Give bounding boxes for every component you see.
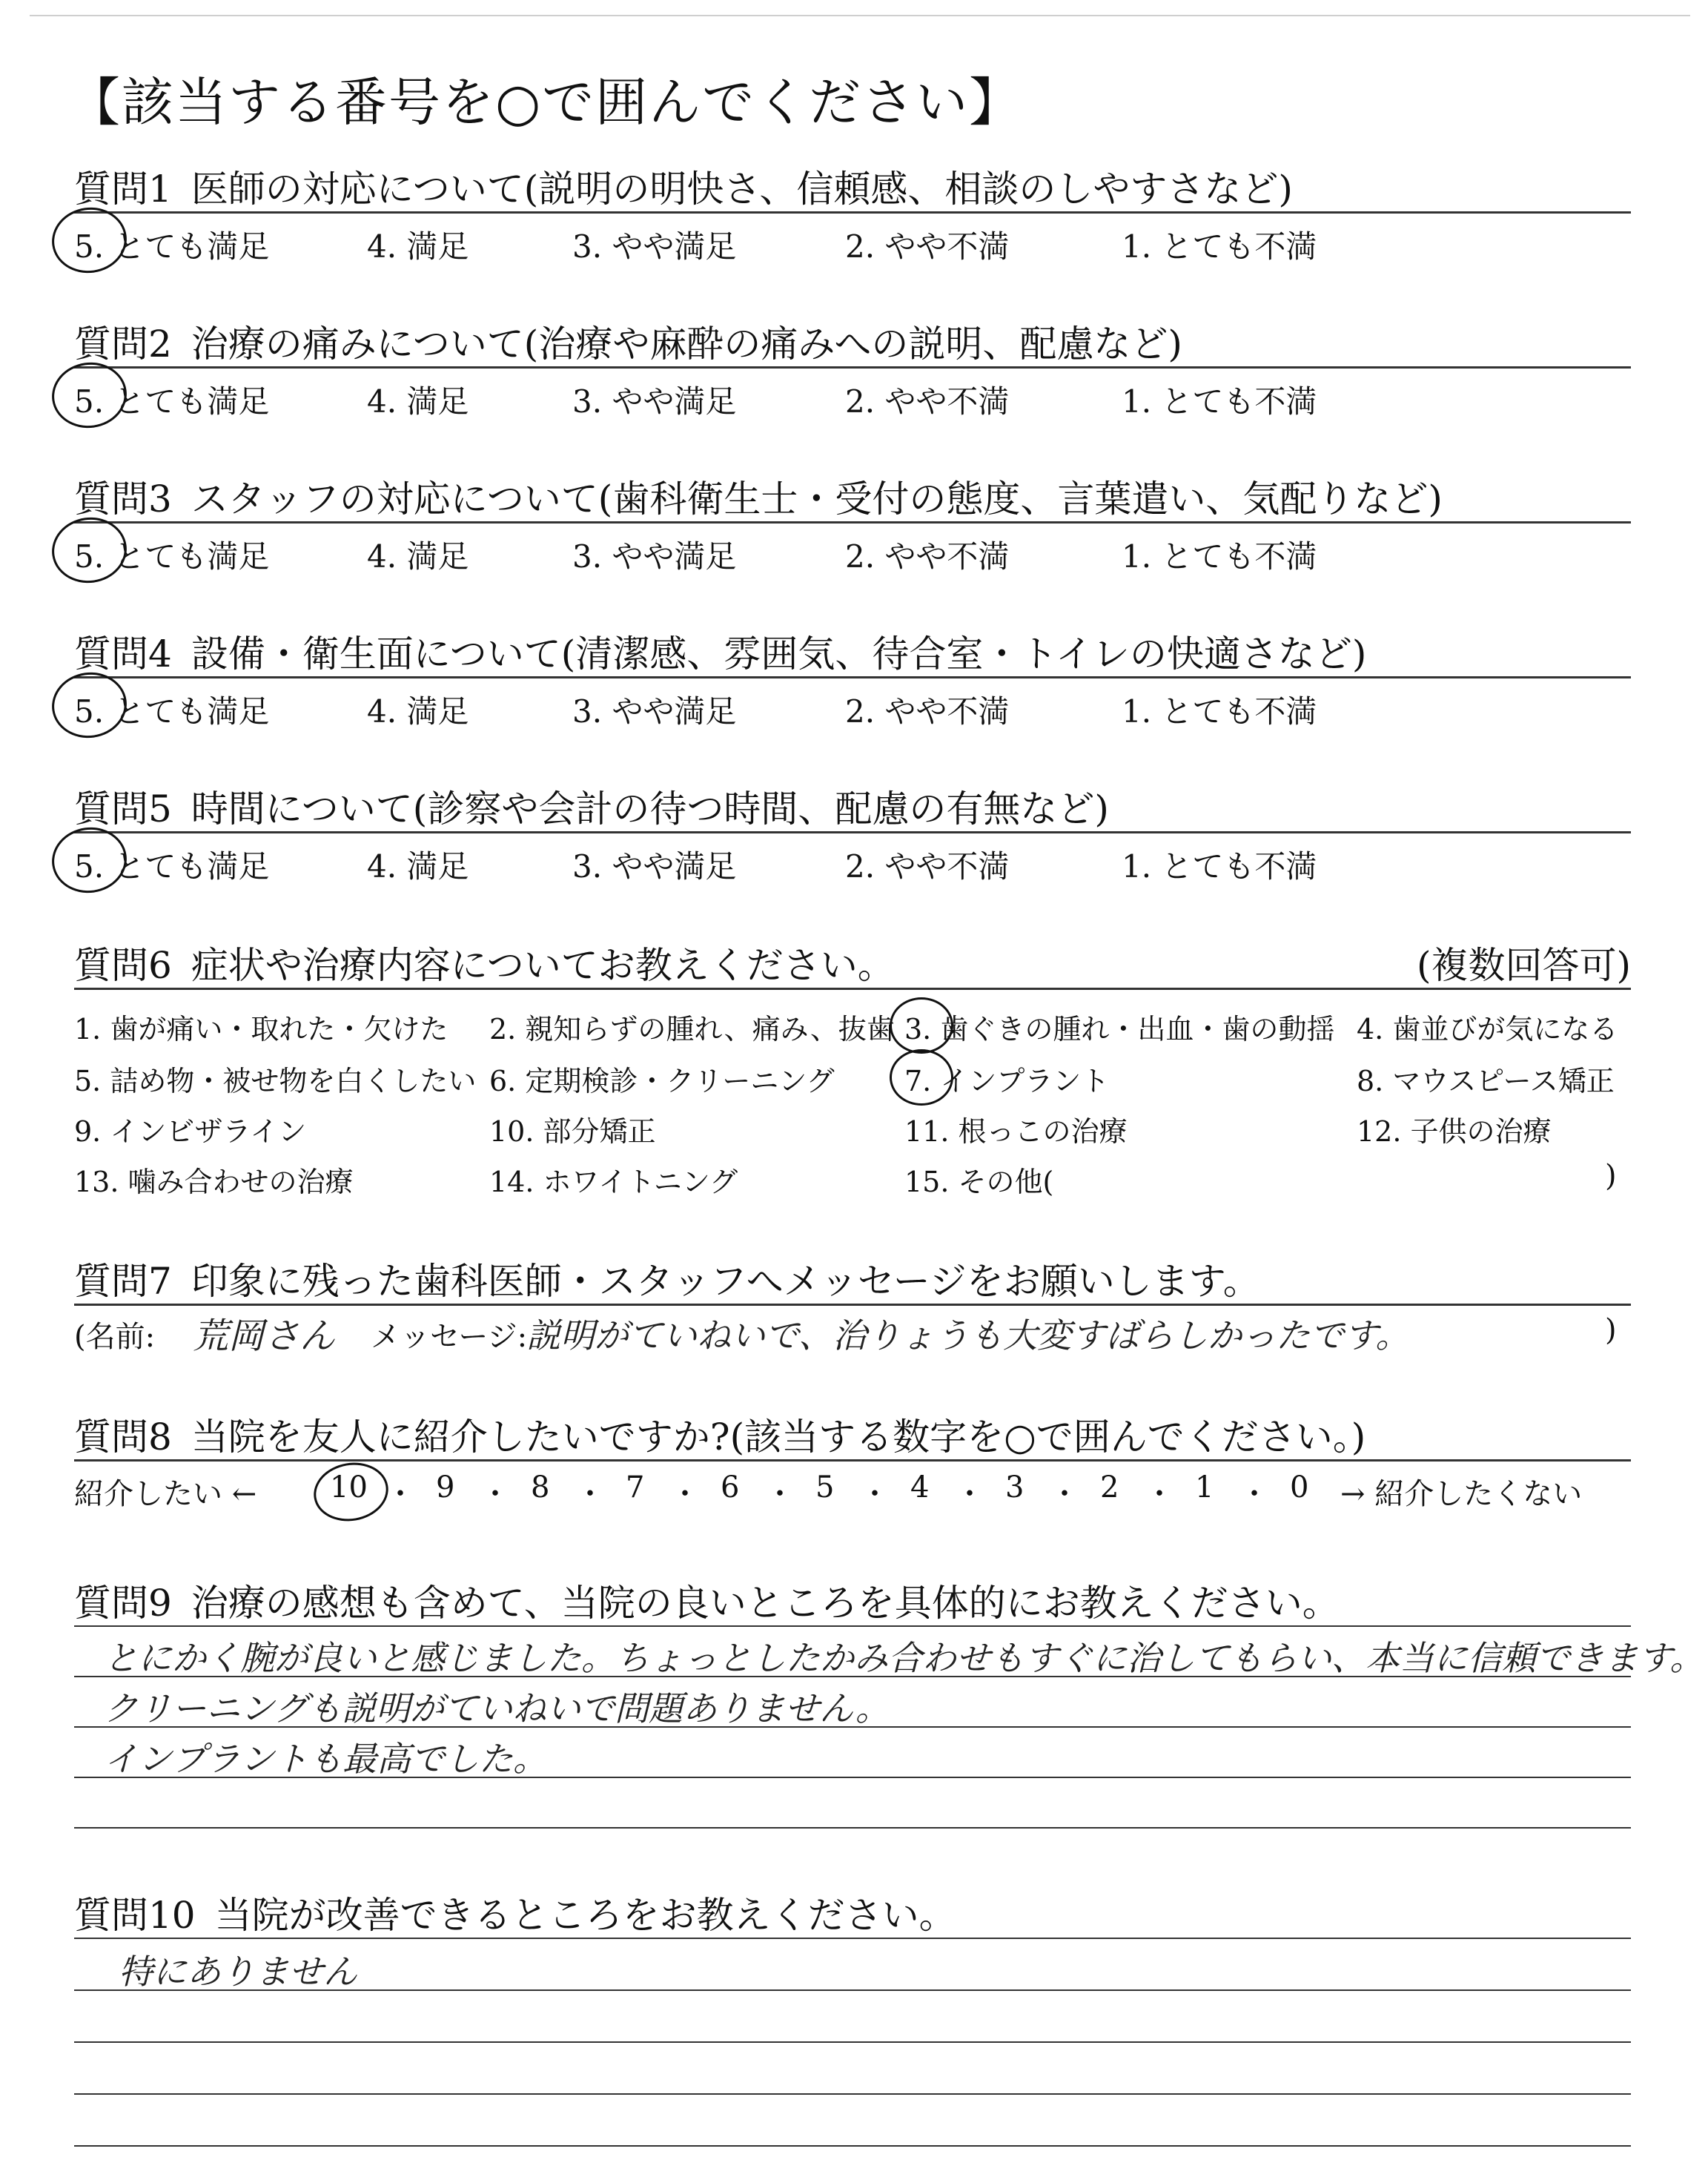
symptom-option[interactable]: 4. 歯並びが気になる [1357, 1013, 1618, 1046]
scale-separator: ・ [575, 1477, 605, 1511]
option-very-satisfied[interactable]: 5. とても満足 [74, 538, 270, 575]
answer-rule [74, 2041, 1631, 2043]
option-very-dissatisfied[interactable]: 1. とても不満 [1122, 848, 1317, 885]
message-close-paren: ) [1605, 1313, 1617, 1347]
scale-separator: ・ [765, 1477, 795, 1511]
question-text: スタッフの対応について(歯科衛生士・受付の態度、言葉遣い、気配りなど) [191, 478, 1443, 521]
symptom-options [74, 990, 1631, 1212]
scale-separator: ・ [1050, 1477, 1079, 1511]
question-text: 医師の対応について(説明の明快さ、信頼感、相談のしやすさなど) [191, 168, 1293, 211]
question-text: 設備・衛生面について(清潔感、雰囲気、待合室・トイレの快適さなど) [191, 633, 1367, 676]
symptom-option[interactable]: 6. 定期検診・クリーニング [489, 1065, 835, 1097]
symptom-option-selected[interactable]: 3. 歯ぐきの腫れ・出血・歯の動揺 [904, 1006, 1334, 1047]
option-satisfied[interactable]: 4. 満足 [367, 383, 469, 420]
name-handwritten[interactable]: 荒岡さん [193, 1315, 336, 1357]
option-very-satisfied[interactable]: 5. とても満足 [74, 693, 270, 730]
option-very-dissatisfied[interactable]: 1. とても不満 [1122, 693, 1317, 730]
scale-value[interactable]: 7 [626, 1470, 645, 1505]
option-somewhat-dissatisfied[interactable]: 2. やや不満 [845, 848, 1010, 885]
answer-rule [74, 1827, 1631, 1829]
question-text: 当院が改善できるところをお教えください。 [214, 1894, 956, 1937]
symptom-option[interactable]: 11. 根っこの治療 [904, 1115, 1128, 1148]
satisfaction-options [74, 369, 1631, 428]
scale-value[interactable]: 6 [721, 1470, 740, 1505]
option-very-satisfied[interactable]: 5. とても満足 [74, 383, 270, 420]
answer-rule [74, 1938, 1631, 1939]
question-6 [74, 936, 1631, 1212]
satisfaction-options [74, 678, 1631, 738]
option-somewhat-dissatisfied[interactable]: 2. やや不満 [845, 228, 1010, 265]
selection-circle [309, 1457, 393, 1527]
scale-left-label: 紹介したい ← [74, 1477, 257, 1511]
scale-separator: ・ [1239, 1477, 1269, 1511]
question-number: 質問3 [74, 478, 172, 521]
scale-separator: ・ [955, 1477, 984, 1511]
other-close-paren: ) [1605, 1159, 1617, 1193]
symptom-option[interactable]: 12. 子供の治療 [1357, 1115, 1552, 1148]
answer-rule [74, 2145, 1631, 2147]
question-7 [74, 1252, 1631, 1365]
option-somewhat-satisfied[interactable]: 3. やや満足 [572, 848, 737, 885]
selection-circle [890, 997, 953, 1054]
question-4 [74, 624, 1631, 738]
question-9 [74, 1573, 1704, 1779]
scale-value[interactable]: 8 [531, 1470, 550, 1505]
option-satisfied[interactable]: 4. 満足 [367, 848, 469, 885]
question-text: 当院を友人に紹介したいですか?(該当する数字を○で囲んでください。) [191, 1416, 1366, 1459]
selection-circle [890, 1049, 953, 1106]
message-label: メッセージ: [371, 1320, 528, 1354]
answer-rule [74, 1625, 1631, 1627]
option-very-satisfied[interactable]: 5. とても満足 [74, 228, 270, 265]
scale-value[interactable]: 2 [1100, 1470, 1119, 1505]
symptom-option-other[interactable]: 15. その他( [904, 1166, 1054, 1198]
option-somewhat-satisfied[interactable]: 3. やや満足 [572, 538, 737, 575]
question-number: 質問8 [74, 1416, 172, 1459]
name-label: (名前: [74, 1320, 156, 1354]
question-8 [74, 1407, 1631, 1521]
question-number: 質問5 [74, 787, 172, 830]
question-text: 時間について(診察や会計の待つ時間、配慮の有無など) [191, 787, 1109, 830]
symptom-option[interactable]: 9. インビザライン [74, 1115, 307, 1148]
question-1 [74, 159, 1631, 273]
option-satisfied[interactable]: 4. 満足 [367, 228, 469, 265]
question-text: 印象に残った歯科医師・スタッフへメッセージをお願いします。 [191, 1260, 1260, 1303]
symptom-option-selected[interactable]: 7. インプラント [904, 1058, 1109, 1099]
recommend-scale [74, 1462, 1631, 1521]
option-very-dissatisfied[interactable]: 1. とても不満 [1122, 228, 1317, 265]
answer-rule [74, 2093, 1631, 2095]
question-3 [74, 469, 1631, 583]
option-somewhat-dissatisfied[interactable]: 2. やや不満 [845, 693, 1010, 730]
option-somewhat-satisfied[interactable]: 3. やや満足 [572, 693, 737, 730]
option-satisfied[interactable]: 4. 満足 [367, 538, 469, 575]
satisfaction-options [74, 214, 1631, 273]
question-number: 質問6 [74, 944, 172, 987]
handwritten-answer-line: 特にありません [119, 1952, 357, 1992]
scale-separator: ・ [670, 1477, 700, 1511]
question-text: 治療の感想も含めて、当院の良いところを具体的にお教えください。 [191, 1582, 1340, 1625]
question-number: 質問9 [74, 1582, 172, 1625]
option-very-satisfied[interactable]: 5. とても満足 [74, 848, 270, 885]
question-number: 質問2 [74, 323, 172, 366]
multiple-answers-note: (複数回答可) [1416, 944, 1631, 987]
question-10 [74, 1886, 1631, 1992]
scale-value[interactable]: 1 [1195, 1470, 1214, 1505]
question-5 [74, 779, 1631, 893]
scale-value[interactable]: 5 [815, 1470, 835, 1505]
symptom-option[interactable]: 5. 詰め物・被せ物を白くしたい [74, 1065, 477, 1097]
page-top-border [30, 15, 1690, 16]
option-somewhat-dissatisfied[interactable]: 2. やや不満 [845, 538, 1010, 575]
option-satisfied[interactable]: 4. 満足 [367, 693, 469, 730]
handwritten-answer-line: とにかく腕が良いと感じました。ちょっとしたかみ合わせもすぐに治してもらい、本当に信頼できます。 [104, 1638, 1704, 1678]
satisfaction-options [74, 833, 1631, 893]
handwritten-answer-line: クリーニングも説明がていねいで問題ありません。 [104, 1688, 890, 1728]
scale-separator: ・ [860, 1477, 890, 1511]
question-text: 症状や治療内容についてお教えください。 [191, 944, 895, 987]
handwritten-answer-line: インプラントも最高でした。 [104, 1739, 547, 1779]
option-somewhat-dissatisfied[interactable]: 2. やや不満 [845, 383, 1010, 420]
question-number: 質問4 [74, 633, 172, 676]
scale-value[interactable]: 9 [436, 1470, 455, 1505]
symptom-option[interactable]: 14. ホワイトニング [489, 1166, 738, 1198]
message-field [74, 1306, 1631, 1365]
symptom-option[interactable]: 13. 噛み合わせの治療 [74, 1166, 354, 1198]
symptom-option[interactable]: 2. 親知らずの腫れ、痛み、抜歯 [489, 1013, 895, 1046]
symptom-option[interactable]: 1. 歯が痛い・取れた・欠けた [74, 1013, 448, 1046]
scale-separator: ・ [480, 1477, 510, 1511]
option-somewhat-satisfied[interactable]: 3. やや満足 [572, 383, 737, 420]
satisfaction-options [74, 524, 1631, 583]
form-instruction-header: 【該当する番号を○で囲んでください】 [68, 72, 1023, 133]
question-number: 質問1 [74, 168, 172, 211]
scale-value[interactable]: 0 [1290, 1470, 1309, 1505]
scale-separator: ・ [1145, 1477, 1174, 1511]
symptom-option[interactable]: 10. 部分矯正 [489, 1115, 656, 1148]
scale-right-label: → 紹介したくない [1340, 1477, 1583, 1511]
scale-separator: ・ [385, 1477, 415, 1511]
scale-value[interactable]: 3 [1005, 1470, 1025, 1505]
symptom-option[interactable]: 8. マウスピース矯正 [1357, 1065, 1615, 1097]
question-number: 質問7 [74, 1260, 172, 1303]
question-number: 質問10 [74, 1894, 196, 1937]
option-very-dissatisfied[interactable]: 1. とても不満 [1122, 538, 1317, 575]
option-very-dissatisfied[interactable]: 1. とても不満 [1122, 383, 1317, 420]
question-2 [74, 314, 1631, 428]
scale-value-selected[interactable]: 10 [330, 1470, 368, 1505]
option-somewhat-satisfied[interactable]: 3. やや満足 [572, 228, 737, 265]
message-handwritten[interactable]: 説明がていねいで、治りょうも大変すばらしかったです。 [526, 1315, 1410, 1355]
question-text: 治療の痛みについて(治療や麻酔の痛みへの説明、配慮など) [191, 323, 1182, 366]
scale-value[interactable]: 4 [910, 1470, 930, 1505]
